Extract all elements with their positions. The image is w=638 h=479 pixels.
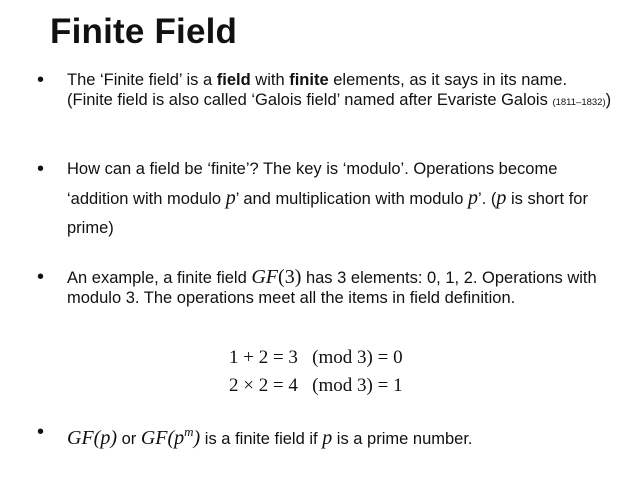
bullet-marker: • [37,69,45,91]
bullet-gf-prime-condition [37,422,612,449]
bullet-text: GF(p) or $GF(p^m)$ is a finite field if p is a prime number. [67,424,473,449]
bullet-text: An example, a finite field GF(3) has 3 elements: 0, 1, 2. Operations with modulo 3. The operations meet all the items in field definition. [67,266,597,307]
bullet-gf3-example [37,267,612,308]
bold-finite: finite [289,71,329,89]
slide-title: Finite Field [50,12,238,51]
galois-years: (1811–1832) [552,97,606,108]
equation-multiplication: 2 × 2 = 4 (mod 3) = 1 [229,375,403,396]
equation-addition: 1 + 2 = 3 (mod 3) = 0 [229,347,403,368]
bold-field: field [216,71,251,89]
bullet-text: The ‘Finite field’ is a field with finite elements, as it says in its name. (Finite field is also called ‘Galois field’ named after Evariste Galois (1811–1832)) [67,71,612,109]
bullet-marker: • [37,421,45,443]
bullet-text: How can a field be ‘finite’? The key is ‘modulo’. Operations become ‘addition with modulo p’ and multiplication with modulo p’. (p is short for prime) [67,160,588,237]
bullet-marker: • [37,158,45,180]
bullet-modulo-explanation [37,155,612,243]
bullet-finite-field-definition [37,70,612,113]
bullet-marker: • [37,266,45,288]
